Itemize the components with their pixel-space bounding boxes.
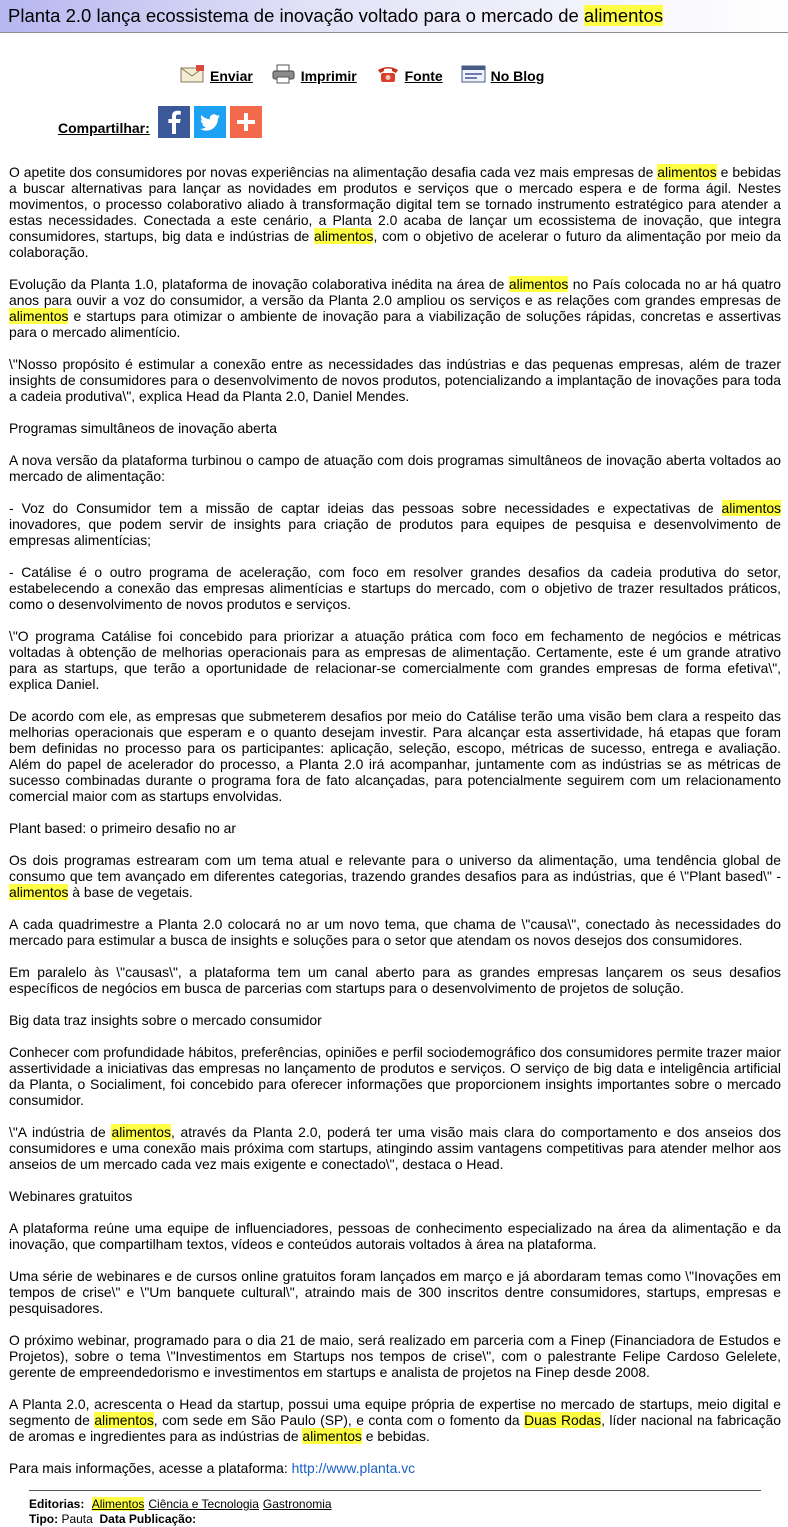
- article-paragraph: [9, 820, 781, 836]
- editorias-row: [29, 1497, 761, 1512]
- editorias-label: Editorias:: [29, 1497, 85, 1511]
- article-paragraph: [9, 852, 781, 900]
- article-body: [9, 164, 781, 1492]
- facebook-share-button[interactable]: [158, 106, 190, 138]
- paragraph-text: Programas simultâneos de inovação aberta: [9, 420, 277, 436]
- article-paragraph: [9, 1460, 781, 1476]
- article-paragraph: [9, 964, 781, 996]
- paragraph-text: - Voz do Consumidor tem a missão de captar ideias das pessoas sobre necessidades e expectativas de: [9, 500, 722, 516]
- article-paragraph: [9, 276, 781, 340]
- phone-icon: [375, 64, 401, 84]
- article-paragraph: [9, 1012, 781, 1028]
- article-paragraph: [9, 1268, 781, 1316]
- meta-row: [29, 1512, 761, 1527]
- paragraph-text: \"Nosso propósito é estimular a conexão entre as necessidades das indústrias e das pequenas empresas, além de trazer insights de consumidores para o desenvolvimento de novos produtos, potencializando a implantação de inovações para toda a cadeia produtiva\", explica Head da Planta 2.0, Daniel Mendes.: [9, 356, 781, 404]
- paragraph-text: Big data traz insights sobre o mercado consumidor: [9, 1012, 322, 1028]
- article-paragraph: [9, 500, 781, 548]
- title-highlight: alimentos: [583, 5, 664, 26]
- article-paragraph: [9, 916, 781, 948]
- article-paragraph: [9, 356, 781, 404]
- action-bar: [180, 64, 558, 87]
- twitter-icon: [194, 106, 226, 138]
- article-paragraph: [9, 564, 781, 612]
- platform-link[interactable]: http://www.planta.vc: [291, 1460, 416, 1476]
- article-paragraph: [9, 452, 781, 484]
- article-paragraph: [9, 1220, 781, 1252]
- paragraph-text: Plant based: o primeiro desafio no ar: [9, 820, 237, 836]
- plus-icon: [230, 106, 262, 138]
- source-link[interactable]: [375, 64, 443, 84]
- share-label: Compartilhar:: [58, 120, 150, 136]
- paragraph-text: , através da Planta 2.0, poderá ter uma visão mais clara do comportamento e dos anseios dos consumidores e uma conexão mais próxima com startups, atingindo assim vantagens competitivas para atender melhor aos anseios de um mercado cada vez mais exigente e conectado\", destaca o Head.: [9, 1124, 781, 1172]
- share-bar: [58, 106, 262, 138]
- twitter-share-button[interactable]: [194, 106, 226, 138]
- paragraph-text: A cada quadrimestre a Planta 2.0 colocará no ar um novo tema, que chama de \"causa\", conectado às necessidades do mercado para estimular a busca de insights e soluções para o setor que atendam os novos desejos dos consumidores.: [9, 916, 781, 948]
- more-share-button[interactable]: [230, 106, 262, 138]
- tipo-value: Pauta: [61, 1512, 93, 1526]
- editoria-link[interactable]: Gastronomia: [262, 1497, 332, 1511]
- paragraph-text: A plataforma reúne uma equipe de influenciadores, pessoas de conhecimento especializado na área da alimentação e da inovação, que compartilham textos, vídeos e conteúdos autorais voltados à área na plataforma.: [9, 1220, 781, 1252]
- article-paragraph: [9, 420, 781, 436]
- paragraph-text: Em paralelo às \"causas\", a plataforma tem um canal aberto para as grandes empresas lançarem os seus desafios específicos de negócios em busca de parcerias com startups para o desenvolvimento de projetos de solução.: [9, 964, 781, 996]
- keyword-highlight: alimentos: [302, 1428, 362, 1444]
- keyword-highlight: alimentos: [508, 276, 569, 292]
- keyword-highlight: alimentos: [111, 1124, 171, 1140]
- paragraph-text: inovadores, que podem servir de insights para criação de produtos para equipes de pesquisa e desenvolvimento de empresas alimentícias;: [9, 516, 781, 548]
- article-paragraph: [9, 1396, 781, 1444]
- envelope-icon: [180, 64, 206, 84]
- paragraph-text: O apetite dos consumidores por novas experiências na alimentação desafia cada vez mais empresas de: [9, 164, 658, 180]
- article-paragraph: [9, 708, 781, 804]
- editoria-link[interactable]: Alimentos: [91, 1497, 145, 1511]
- paragraph-text: , com sede em São Paulo (SP), e conta com o fomento da: [153, 1412, 525, 1428]
- paragraph-text: \"O programa Catálise foi concebido para priorizar a atuação prática com foco em fechamento de negócios e métricas voltadas à obtenção de melhorias operacionais para as empresas de alimentação. Certamente, este é um grande atrativo para as startups, que terão a oportunidade de relacionar-se comercialmente com grandes empresas de forma efetiva\", explica Daniel.: [9, 628, 781, 692]
- facebook-icon: [158, 106, 190, 138]
- paragraph-text: Conhecer com profundidade hábitos, preferências, opiniões e perfil sociodemográfico dos consumidores permite trazer maior assertividade a iniciativas das empresas no lançamento de produtos e serviços. O serviço de big data e inteligência artificial da Planta, o Socialiment, foi concebido para oferecer informações que proporcionem insights importantes sobre o mercado consumidor.: [9, 1044, 781, 1108]
- paragraph-text: Para mais informações, acesse a plataforma:: [9, 1460, 292, 1476]
- paragraph-text: , líder nacional na fabricação de aromas e ingredientes para as indústrias de: [9, 1412, 781, 1444]
- printer-icon: [271, 64, 297, 84]
- blog-label: No Blog: [490, 68, 545, 84]
- paragraph-text: Webinares gratuitos: [9, 1188, 133, 1204]
- paragraph-text: O próximo webinar, programado para o dia 21 de maio, será realizado em parceria com a Finep (Financiadora de Estudos e Projetos), sobre o tema \"Investimentos em Startups nos tempos de crise\", com o palestrante Felipe Cardoso Gelelete, gerente de empreendedorismo e investimentos em startups e analista de projetos na Finep desde 2008.: [9, 1332, 781, 1380]
- source-label: Fonte: [404, 68, 443, 84]
- article-paragraph: [9, 628, 781, 692]
- paragraph-text: e bebidas.: [361, 1428, 430, 1444]
- paragraph-text: \"A indústria de: [9, 1124, 112, 1140]
- paragraph-text: no País colocada no ar há quatro anos para ouvir a voz do consumidor, a versão da Planta 2.0 ampliou os serviços e as relações com grandes empresas de: [9, 276, 781, 308]
- article-paragraph: [9, 1124, 781, 1172]
- data-publicacao-label: Data Publicação:: [99, 1512, 197, 1526]
- paragraph-text: à base de vegetais.: [68, 884, 193, 900]
- article-paragraph: [9, 164, 781, 260]
- title-text: Planta 2.0 lança ecossistema de inovação voltado para o mercado de: [8, 5, 584, 26]
- article-footer: [29, 1490, 761, 1527]
- page-title: [0, 0, 788, 33]
- keyword-highlight: alimentos: [657, 164, 717, 180]
- article-paragraph: [9, 1044, 781, 1108]
- paragraph-text: - Catálise é o outro programa de aceleração, com foco em resolver grandes desafios da cadeia produtiva do setor, estabelecendo a conexão das empresas alimentícias e startups do mercado, com o objetivo de trazer resultados práticos, como o desenvolvimento de novos produtos e serviços.: [9, 564, 781, 612]
- blog-link[interactable]: [461, 64, 545, 84]
- paragraph-text: e startups para otimizar o ambiente de inovação para a viabilização de soluções rápidas, concretas e assertivas para o mercado alimentício.: [9, 308, 781, 340]
- paragraph-text: Evolução da Planta 1.0, plataforma de inovação colaborativa inédita na área de: [9, 276, 509, 292]
- paragraph-text: A nova versão da plataforma turbinou o campo de atuação com dois programas simultâneos de inovação aberta voltados ao mercado de alimentação:: [9, 452, 781, 484]
- editorias-list: [88, 1497, 332, 1511]
- keyword-highlight: Duas Rodas: [524, 1412, 602, 1428]
- tipo-label: Tipo:: [29, 1512, 59, 1526]
- paragraph-text: Uma série de webinares e de cursos online gratuitos foram lançados em março e já abordaram temas como \"Inovações em tempos de crise\" e \"Um banquete cultural\", atraindo mais de 300 inscritos dentre consumidores, startups, empresas e pesquisadores.: [9, 1268, 781, 1316]
- paragraph-text: e bebidas a buscar alternativas para lançar as novidades em produtos e serviços que o mercado espera e de forma ágil. Nestes movimentos, o processo colaborativo aliado à transformação digital tem se tornado instrumento estratégico para atender a estas necessidades. Conectada a este cenário, a Planta 2.0 acaba de lançar um ecossistema de inovação, que integra consumidores, startups, big data e indústrias de: [9, 164, 781, 244]
- blog-icon: [461, 64, 487, 84]
- keyword-highlight: alimentos: [94, 1412, 154, 1428]
- print-label: Imprimir: [300, 68, 357, 84]
- keyword-highlight: alimentos: [9, 308, 69, 324]
- print-link[interactable]: [271, 64, 357, 84]
- paragraph-text: A Planta 2.0, acrescenta o Head da startup, possui uma equipe própria de expertise no mercado de startups, meio digital e segmento de: [9, 1396, 781, 1428]
- keyword-highlight: alimentos: [9, 884, 69, 900]
- paragraph-text: , com o objetivo de acelerar o futuro da alimentação por meio da colaboração.: [9, 228, 782, 260]
- article-paragraph: [9, 1188, 781, 1204]
- article-paragraph: [9, 1332, 781, 1380]
- keyword-highlight: alimentos: [721, 500, 781, 516]
- send-link[interactable]: [180, 64, 253, 84]
- send-label: Enviar: [210, 68, 253, 84]
- paragraph-text: De acordo com ele, as empresas que submeterem desafios por meio do Catálise terão uma visão bem clara a respeito das melhorias operacionais que esperam e o quanto desejam investir. Para alcançar esta assertividade, há etapas que foram bem definidas no processo para os participantes: aplicação, seleção, escopo, métricas de sucesso, entrega e avaliação. Além do papel de acelerador do processo, a Planta 2.0 irá acompanhar, juntamente com as indústrias se as métricas de sucesso combinadas durante o programa fora de fato alcançadas, para potencialmente seguirem com um relacionamento comercial maior com as startups envolvidas.: [9, 708, 781, 804]
- editoria-link[interactable]: Ciência e Tecnologia: [148, 1497, 259, 1511]
- paragraph-text: Os dois programas estrearam com um tema atual e relevante para o universo da alimentação, uma tendência global de consumo que tem avançado em diferentes categorias, trazendo grandes desafios para as indústrias, que é \"Plant based\" -: [9, 852, 781, 884]
- keyword-highlight: alimentos: [314, 228, 374, 244]
